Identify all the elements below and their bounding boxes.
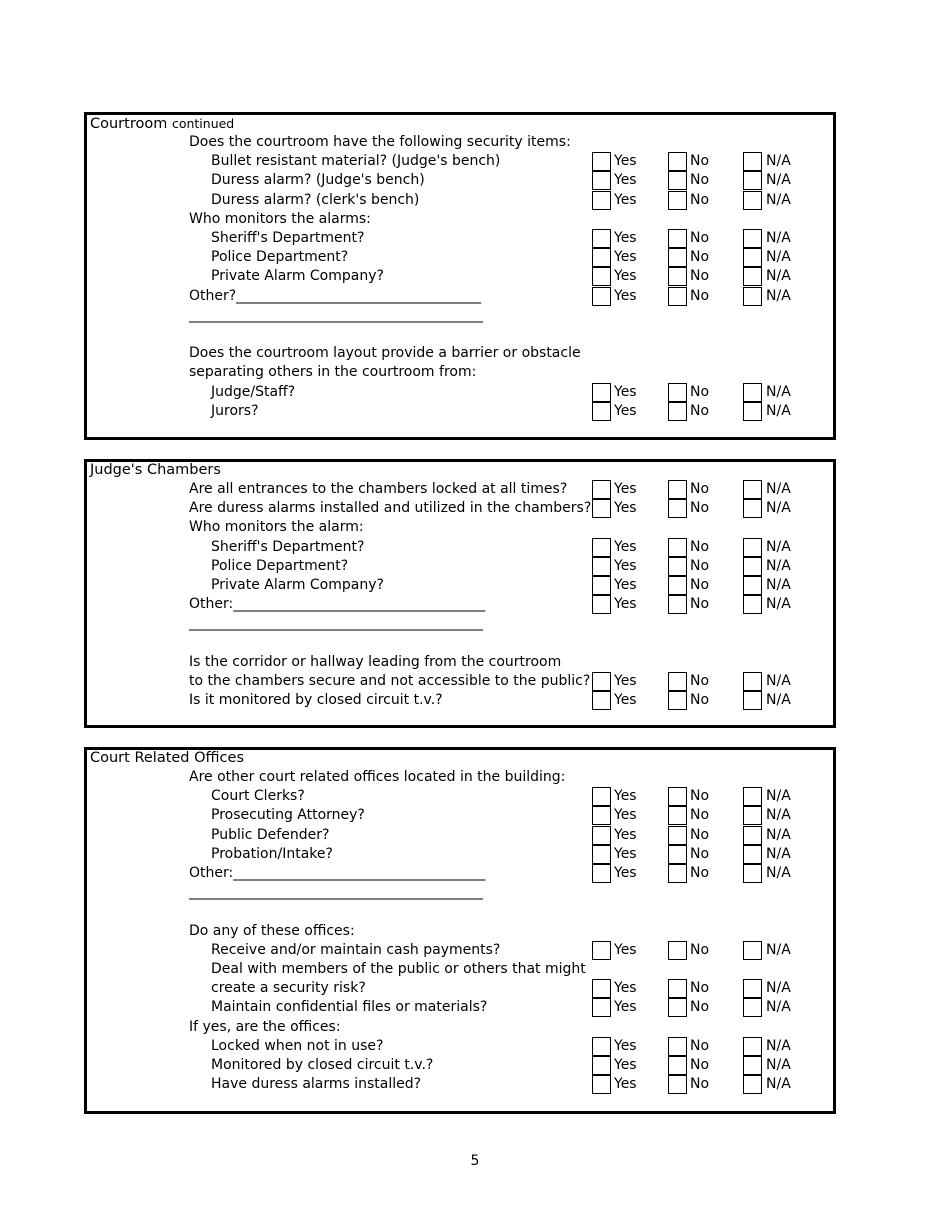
checkbox-na[interactable]	[743, 171, 762, 190]
checkbox-na[interactable]	[743, 941, 762, 960]
checkbox-yes[interactable]	[592, 383, 611, 402]
checkbox-na[interactable]	[743, 402, 762, 421]
question-text: Other:____________________________________	[189, 596, 486, 613]
question-text: Monitored by closed circuit t.v.?	[211, 1057, 434, 1073]
question-text: Probation/Intake?	[211, 845, 333, 862]
option-label-no: No	[690, 865, 710, 881]
checkbox-no[interactable]	[668, 941, 687, 960]
option-label-na: N/A	[766, 826, 791, 843]
checkbox-no[interactable]	[668, 152, 687, 171]
question-text: Are duress alarms installed and utilized in the chambers?	[189, 500, 592, 517]
checkbox-yes[interactable]	[592, 229, 611, 248]
option-label-yes: Yes	[614, 807, 637, 824]
checkbox-na[interactable]	[743, 691, 762, 710]
option-label-na: N/A	[766, 1037, 791, 1054]
question-text: Bullet resistant material? (Judge's bench)	[211, 153, 501, 170]
question-text: Sheriff's Department?	[211, 538, 365, 555]
checkbox-yes[interactable]	[592, 152, 611, 171]
checkbox-no[interactable]	[668, 672, 687, 691]
checkbox-yes[interactable]	[592, 806, 611, 825]
checkbox-yes[interactable]	[592, 480, 611, 499]
checkbox-na[interactable]	[743, 538, 762, 557]
question-text: Have duress alarms installed?	[211, 1076, 422, 1093]
checkbox-yes[interactable]	[592, 826, 611, 845]
checkbox-na[interactable]	[743, 557, 762, 576]
option-label-no: No	[690, 1076, 710, 1093]
option-label-na: N/A	[766, 941, 791, 958]
checkbox-na[interactable]	[743, 248, 762, 267]
checkbox-yes[interactable]	[592, 1056, 611, 1075]
option-label-no: No	[690, 538, 710, 555]
option-label-no: No	[690, 980, 710, 997]
question-heading: __________________________________________	[189, 306, 483, 323]
checkbox-yes[interactable]	[592, 691, 611, 710]
question-heading: Do any of these offices:	[189, 922, 355, 939]
option-label-yes: Yes	[614, 577, 637, 593]
option-label-na: N/A	[766, 538, 791, 555]
checkbox-yes[interactable]	[592, 538, 611, 557]
option-label-yes: Yes	[614, 999, 637, 1016]
checkbox-no[interactable]	[668, 998, 687, 1017]
option-label-yes: Yes	[614, 287, 637, 304]
checkbox-no[interactable]	[668, 267, 687, 286]
checkbox-no[interactable]	[668, 480, 687, 499]
checkbox-yes[interactable]	[592, 576, 611, 595]
option-label-yes: Yes	[614, 826, 637, 843]
option-label-yes: Yes	[614, 538, 637, 555]
checkbox-yes[interactable]	[592, 1037, 611, 1056]
option-label-no: No	[690, 596, 710, 613]
question-text: Other?___________________________________	[189, 287, 482, 304]
checkbox-no[interactable]	[668, 402, 687, 421]
option-label-no: No	[690, 249, 710, 266]
option-label-yes: Yes	[614, 500, 637, 517]
checkbox-yes[interactable]	[592, 845, 611, 864]
question-text: Duress alarm? (Judge's bench)	[211, 172, 425, 189]
question-text: Receive and/or maintain cash payments?	[211, 941, 501, 958]
question-heading: Who monitors the alarms:	[189, 210, 371, 227]
question-text: Is it monitored by closed circuit t.v.?	[189, 692, 443, 709]
question-text: Are all entrances to the chambers locked at all times?	[189, 481, 568, 497]
checkbox-na[interactable]	[743, 480, 762, 499]
option-label-no: No	[690, 481, 710, 497]
option-label-no: No	[690, 807, 710, 824]
question-text: Public Defender?	[211, 826, 330, 843]
checkbox-na[interactable]	[743, 152, 762, 171]
option-label-no: No	[690, 826, 710, 843]
question-text: Court Clerks?	[211, 788, 305, 805]
checkbox-na[interactable]	[743, 267, 762, 286]
option-label-na: N/A	[766, 230, 791, 246]
question-text: Police Department?	[211, 249, 349, 266]
checkbox-yes[interactable]	[592, 557, 611, 576]
option-label-na: N/A	[766, 807, 791, 824]
option-label-yes: Yes	[614, 1076, 637, 1093]
checkbox-na[interactable]	[743, 672, 762, 691]
option-label-no: No	[690, 692, 710, 709]
option-label-yes: Yes	[614, 1037, 637, 1054]
checkbox-na[interactable]	[743, 845, 762, 864]
option-label-no: No	[690, 383, 710, 400]
checkbox-no[interactable]	[668, 191, 687, 210]
checkbox-no[interactable]	[668, 1037, 687, 1056]
option-label-na: N/A	[766, 557, 791, 574]
option-label-yes: Yes	[614, 845, 637, 862]
option-label-na: N/A	[766, 481, 791, 497]
question-text: Private Alarm Company?	[211, 268, 384, 285]
option-label-na: N/A	[766, 845, 791, 862]
option-label-yes: Yes	[614, 980, 637, 997]
question-text: Sheriff's Department?	[211, 230, 365, 246]
option-label-no: No	[690, 845, 710, 862]
option-label-yes: Yes	[614, 692, 637, 709]
question-text: Locked when not in use?	[211, 1037, 384, 1054]
judges-chambers-section	[84, 459, 836, 728]
section-title: Court Related Offices	[90, 750, 244, 766]
option-label-na: N/A	[766, 865, 791, 881]
option-label-no: No	[690, 577, 710, 593]
checkbox-no[interactable]	[668, 229, 687, 248]
checkbox-no[interactable]	[668, 171, 687, 190]
checkbox-yes[interactable]	[592, 287, 611, 306]
checkbox-na[interactable]	[743, 787, 762, 806]
option-label-no: No	[690, 941, 710, 958]
option-label-na: N/A	[766, 788, 791, 805]
option-label-yes: Yes	[614, 1057, 637, 1073]
checkbox-yes[interactable]	[592, 864, 611, 883]
checkbox-na[interactable]	[743, 576, 762, 595]
option-label-na: N/A	[766, 673, 791, 689]
question-text: Private Alarm Company?	[211, 577, 384, 593]
question-text: Duress alarm? (clerk's bench)	[211, 191, 420, 208]
option-label-yes: Yes	[614, 865, 637, 881]
page-number: 5	[470, 1153, 480, 1169]
checkbox-yes[interactable]	[592, 998, 611, 1017]
checkbox-yes[interactable]	[592, 672, 611, 691]
checkbox-yes[interactable]	[592, 787, 611, 806]
question-text: Jurors?	[211, 402, 259, 419]
question-text: Maintain confidential files or materials?	[211, 999, 488, 1016]
option-label-yes: Yes	[614, 153, 637, 170]
question-heading: __________________________________________	[189, 884, 483, 901]
option-label-yes: Yes	[614, 383, 637, 400]
option-label-na: N/A	[766, 268, 791, 285]
question-text: to the chambers secure and not accessible to the public?	[189, 673, 591, 689]
question-heading: Does the courtroom layout provide a barrier or obstacle	[189, 345, 581, 362]
option-label-na: N/A	[766, 999, 791, 1016]
question-heading: Is the corridor or hallway leading from the courtroom	[189, 653, 562, 670]
checkbox-na[interactable]	[743, 1056, 762, 1075]
checkbox-na[interactable]	[743, 191, 762, 210]
checkbox-yes[interactable]	[592, 1075, 611, 1094]
section-title: Courtroom continued	[90, 116, 235, 132]
option-label-yes: Yes	[614, 172, 637, 189]
court-related-offices-section	[84, 747, 836, 1114]
option-label-na: N/A	[766, 500, 791, 517]
checkbox-no[interactable]	[668, 538, 687, 557]
checkbox-no[interactable]	[668, 826, 687, 845]
courtroom-section	[84, 112, 836, 440]
option-label-na: N/A	[766, 980, 791, 997]
option-label-yes: Yes	[614, 673, 637, 689]
question-heading: __________________________________________	[189, 615, 483, 632]
option-label-na: N/A	[766, 153, 791, 170]
checkbox-na[interactable]	[743, 287, 762, 306]
option-label-na: N/A	[766, 1057, 791, 1073]
option-label-na: N/A	[766, 1076, 791, 1093]
option-label-no: No	[690, 1057, 710, 1073]
option-label-yes: Yes	[614, 557, 637, 574]
checkbox-no[interactable]	[668, 845, 687, 864]
checkbox-no[interactable]	[668, 287, 687, 306]
option-label-no: No	[690, 268, 710, 285]
checkbox-yes[interactable]	[592, 191, 611, 210]
section-title: Judge's Chambers	[90, 462, 221, 478]
checkbox-na[interactable]	[743, 864, 762, 883]
option-label-na: N/A	[766, 383, 791, 400]
option-label-no: No	[690, 153, 710, 170]
option-label-no: No	[690, 788, 710, 805]
option-label-no: No	[690, 230, 710, 246]
option-label-yes: Yes	[614, 941, 637, 958]
question-text: create a security risk?	[211, 980, 366, 997]
option-label-no: No	[690, 287, 710, 304]
checkbox-no[interactable]	[668, 1075, 687, 1094]
checkbox-yes[interactable]	[592, 979, 611, 998]
option-label-yes: Yes	[614, 230, 637, 246]
checkbox-na[interactable]	[743, 383, 762, 402]
question-heading: Deal with members of the public or others that might	[211, 961, 586, 977]
checkbox-na[interactable]	[743, 826, 762, 845]
option-label-na: N/A	[766, 596, 791, 613]
question-heading: If yes, are the offices:	[189, 1018, 341, 1035]
option-label-na: N/A	[766, 692, 791, 709]
option-label-yes: Yes	[614, 402, 637, 419]
checkbox-no[interactable]	[668, 806, 687, 825]
checkbox-no[interactable]	[668, 691, 687, 710]
checkbox-no[interactable]	[668, 1056, 687, 1075]
option-label-no: No	[690, 172, 710, 189]
option-label-no: No	[690, 191, 710, 208]
checkbox-yes[interactable]	[592, 402, 611, 421]
option-label-no: No	[690, 402, 710, 419]
question-heading: Who monitors the alarm:	[189, 519, 364, 536]
question-text: Other:____________________________________	[189, 865, 486, 881]
checkbox-no[interactable]	[668, 499, 687, 518]
checkbox-na[interactable]	[743, 229, 762, 248]
checkbox-no[interactable]	[668, 576, 687, 595]
checkbox-na[interactable]	[743, 998, 762, 1017]
option-label-yes: Yes	[614, 191, 637, 208]
option-label-yes: Yes	[614, 788, 637, 805]
checkbox-na[interactable]	[743, 1075, 762, 1094]
option-label-yes: Yes	[614, 268, 637, 285]
option-label-yes: Yes	[614, 596, 637, 613]
option-label-na: N/A	[766, 249, 791, 266]
question-heading: Are other court related offices located in the building:	[189, 769, 566, 785]
checkbox-no[interactable]	[668, 787, 687, 806]
checkbox-na[interactable]	[743, 595, 762, 614]
checkbox-na[interactable]	[743, 499, 762, 518]
checkbox-no[interactable]	[668, 383, 687, 402]
checkbox-na[interactable]	[743, 806, 762, 825]
option-label-no: No	[690, 673, 710, 689]
checkbox-na[interactable]	[743, 1037, 762, 1056]
checkbox-no[interactable]	[668, 595, 687, 614]
option-label-na: N/A	[766, 191, 791, 208]
checkbox-no[interactable]	[668, 979, 687, 998]
option-label-na: N/A	[766, 402, 791, 419]
option-label-yes: Yes	[614, 481, 637, 497]
checkbox-no[interactable]	[668, 248, 687, 267]
checkbox-yes[interactable]	[592, 248, 611, 267]
option-label-no: No	[690, 1037, 710, 1054]
option-label-na: N/A	[766, 287, 791, 304]
checkbox-yes[interactable]	[592, 267, 611, 286]
question-text: Judge/Staff?	[211, 383, 296, 400]
question-text: Prosecuting Attorney?	[211, 807, 365, 824]
checkbox-no[interactable]	[668, 557, 687, 576]
checkbox-yes[interactable]	[592, 499, 611, 518]
checkbox-yes[interactable]	[592, 595, 611, 614]
option-label-na: N/A	[766, 577, 791, 593]
option-label-na: N/A	[766, 172, 791, 189]
question-text: Police Department?	[211, 557, 349, 574]
question-heading: Does the courtroom have the following security items:	[189, 134, 571, 150]
option-label-yes: Yes	[614, 249, 637, 266]
checkbox-yes[interactable]	[592, 941, 611, 960]
option-label-no: No	[690, 999, 710, 1016]
checkbox-no[interactable]	[668, 864, 687, 883]
checkbox-na[interactable]	[743, 979, 762, 998]
option-label-no: No	[690, 500, 710, 517]
option-label-no: No	[690, 557, 710, 574]
checkbox-yes[interactable]	[592, 171, 611, 190]
question-heading: separating others in the courtroom from:	[189, 364, 477, 381]
